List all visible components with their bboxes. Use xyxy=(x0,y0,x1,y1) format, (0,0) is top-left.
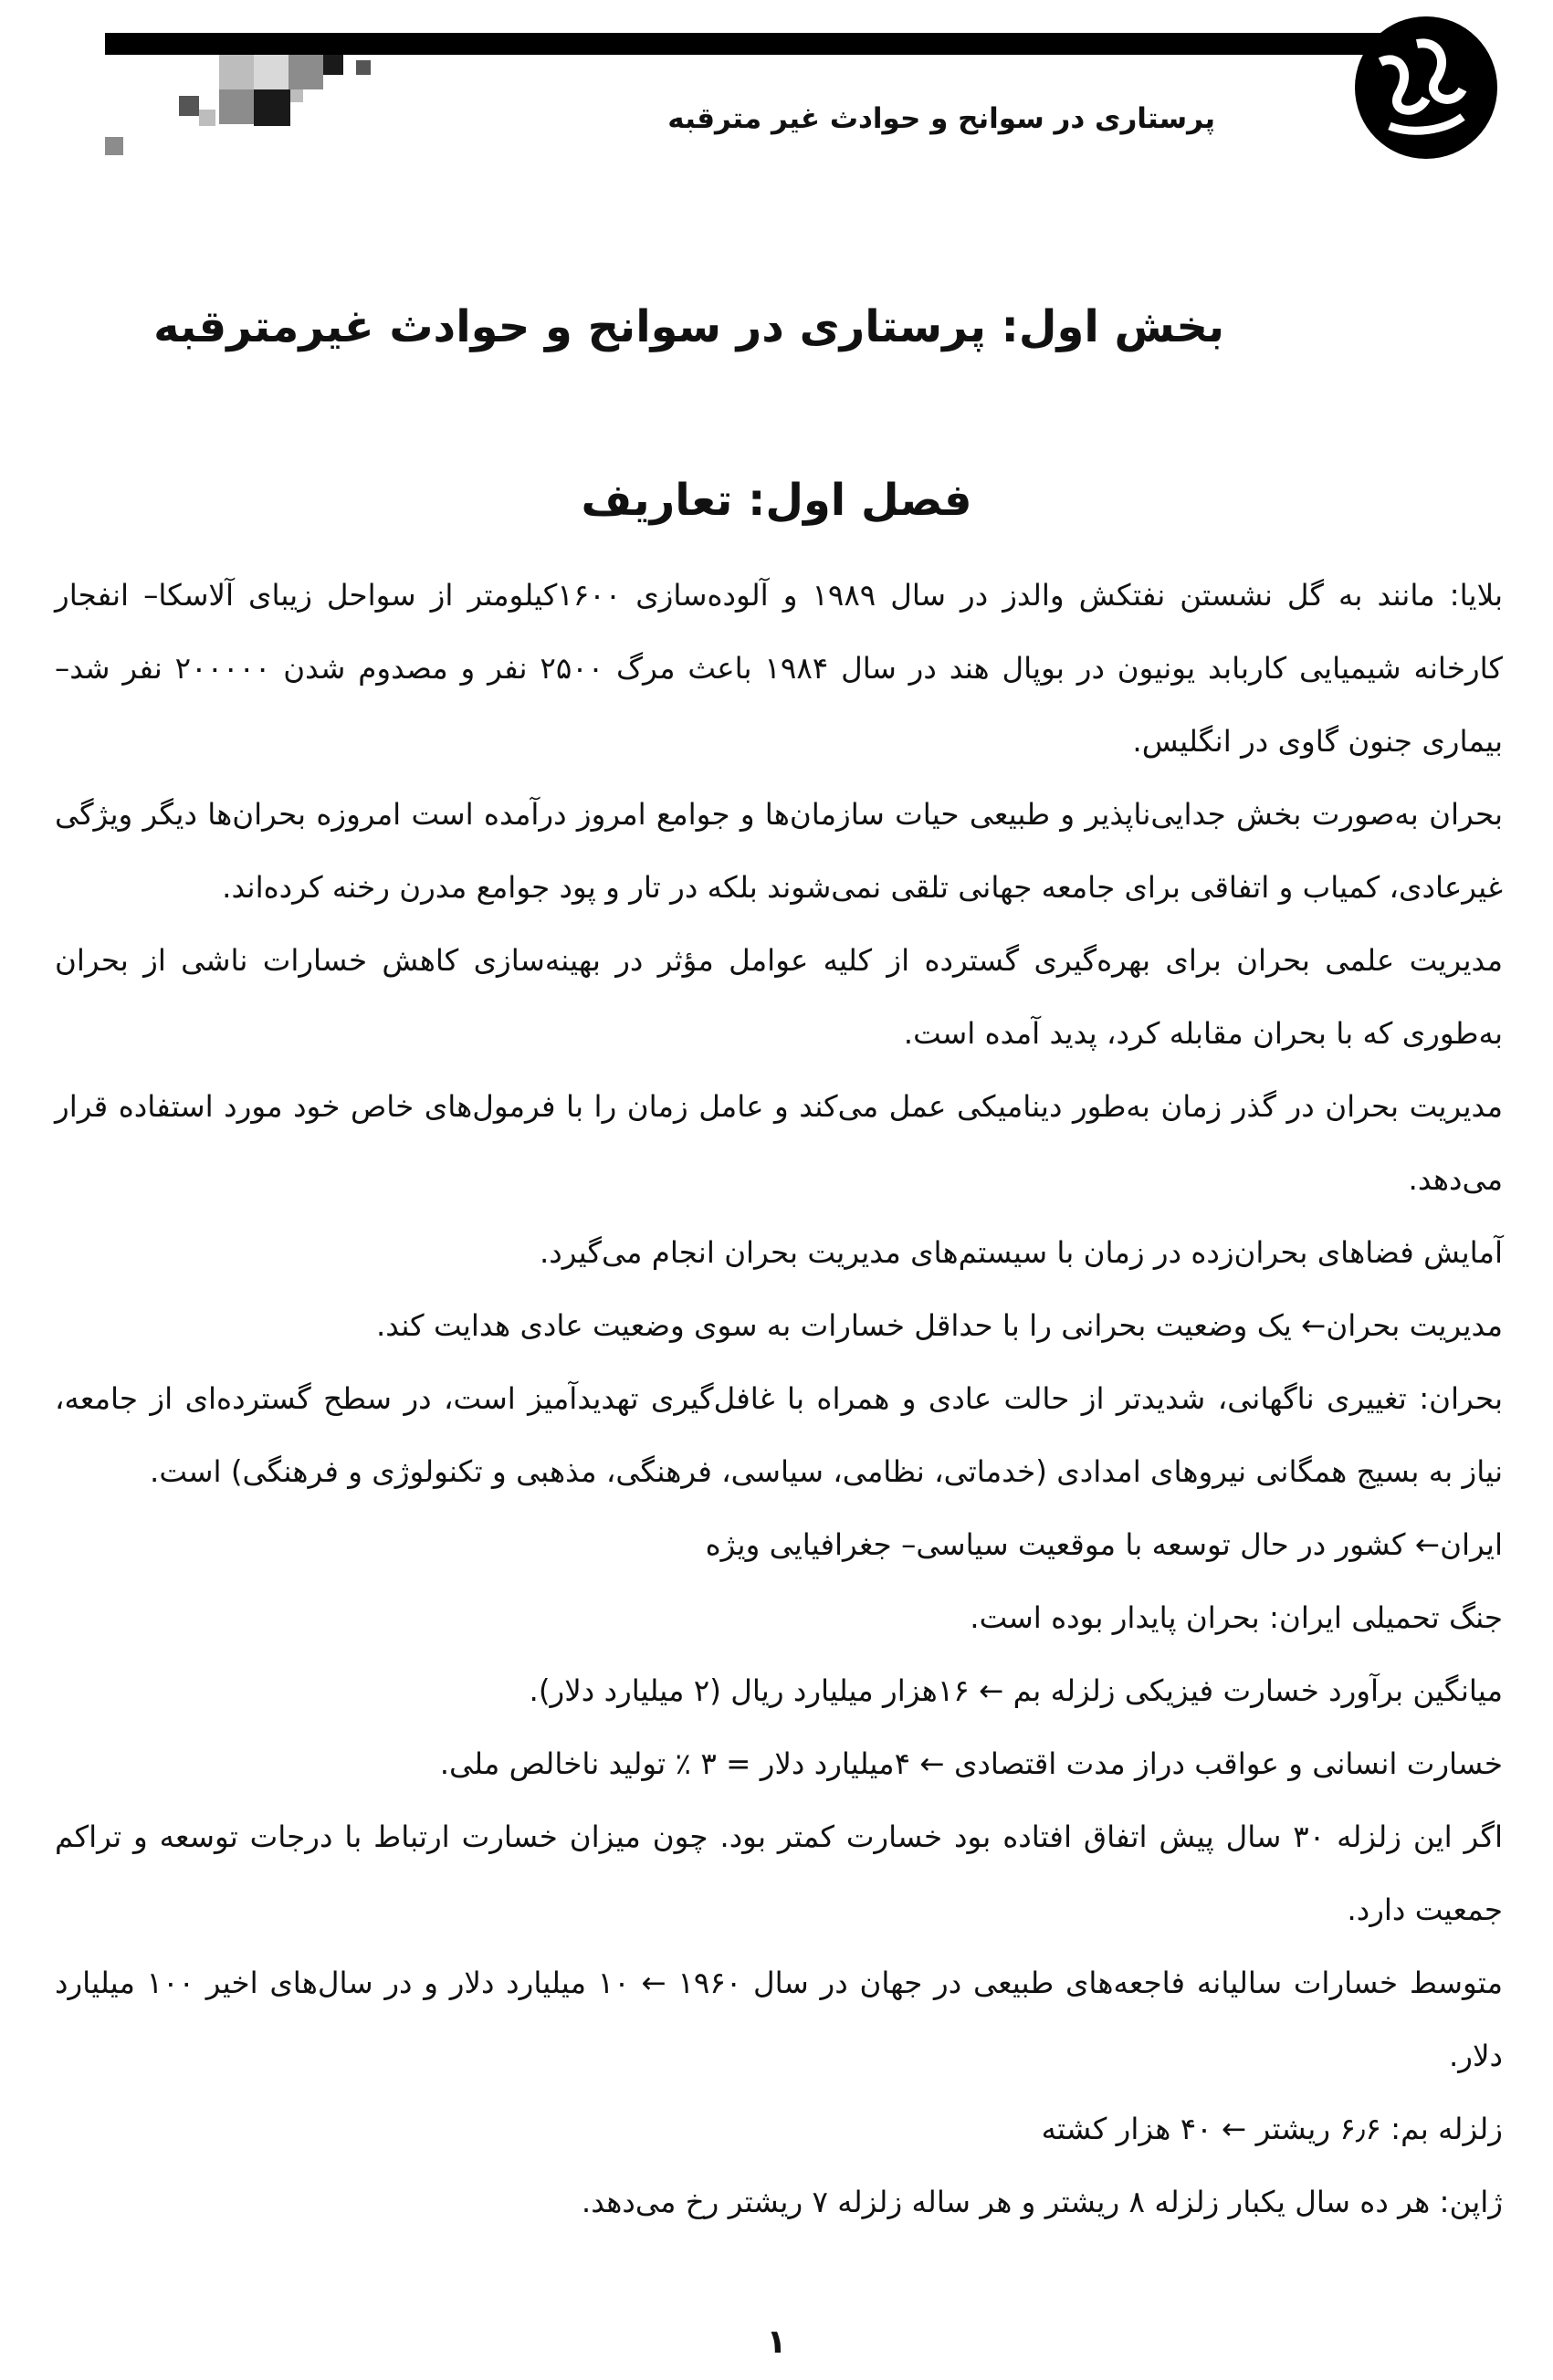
paragraph-annual-losses: متوسط خسارات سالیانه فاجعه‌های طبیعی در جهان در سال ۱۹۶۰ ← ۱۰ میلیارد دلار و در سال‌های اخیر ۱۰۰ میلیارد دلار. xyxy=(55,1966,1503,2073)
running-title: پرستاری در سوانح و حوادث غیر مترقبه xyxy=(667,102,1215,135)
paragraph-crisis-management-definition: مدیریت بحران← یک وضعیت بحرانی را با حداقل خسارات به سوی وضعیت عادی هدایت کند. xyxy=(375,1308,1503,1343)
body-text xyxy=(55,559,1503,2238)
paragraph-imposed-war: جنگ تحمیلی ایران: بحران پایدار بوده است. xyxy=(970,1600,1503,1635)
paragraph-iran: ایران← کشور در حال توسعه با موقعیت سیاسی– جغرافیایی ویژه xyxy=(705,1527,1503,1562)
spiral-logo-icon xyxy=(1326,7,1508,167)
paragraph-spatial-planning: آمایش فضاهای بحران‌زده در زمان با سیستم‌های مدیریت بحران انجام می‌گیرد. xyxy=(539,1235,1503,1270)
paragraph-dynamic-management: مدیریت بحران در گذر زمان به‌طور دینامیکی عمل می‌کند و عامل زمان را با فرمول‌های خاص خود مورد استفاده قرار می‌دهد. xyxy=(55,1089,1503,1197)
paragraph-bam-earthquake: زلزله بم: ۶٫۶ ریشتر ← ۴۰ هزار کشته xyxy=(1041,2112,1503,2146)
paragraph-scientific-management: مدیریت علمی بحران برای بهره‌گیری گسترده از کلیه عوامل مؤثر در بهینه‌سازی کاهش خسارات ناشی از بحران به‌طوری که با بحران مقابله کرد، پدید آمده است. xyxy=(55,943,1503,1051)
paragraph-crisis-definition: بحران: تغییری ناگهانی، شدیدتر از حالت عادی و همراه با غافل‌گیری تهدیدآمیز است، در سطح گسترده‌ای از جامعه، نیاز به بسیج همگانی نیروهای امدادی (خدماتی، نظامی، سیاسی، فرهنگی، مذهبی و تکنولوژی و فرهنگی) است. xyxy=(55,1381,1503,1489)
paragraph-bam-physical-damage: میانگین برآورد خسارت فیزیکی زلزله بم ← ۱۶هزار میلیارد ریال (۲ میلیارد دلار). xyxy=(529,1673,1503,1708)
paragraph-crisis-nature: بحران به‌صورت بخش جدایی‌ناپذیر و طبیعی حیات سازمان‌ها و جوامع امروز درآمده است امروزه بحران‌ها دیگر ویژگی غیرعادی، کمیاب و اتفاقی برای جامعه جهانی تلقی نمی‌شوند بلکه در تار و پود جوامع مدرن رخنه کرده‌اند. xyxy=(55,797,1503,905)
header-decoration xyxy=(0,0,1553,173)
paragraph-human-damage: خسارت انسانی و عواقب دراز مدت اقتصادی ← ۴میلیارد دلار = ۳ ٪ تولید ناخالص ملی. xyxy=(439,1746,1503,1781)
paragraph-disasters: بلایا: مانند به گل نشستن نفتکش والدز در سال ۱۹۸۹ و آلوده‌سازی ۱۶۰۰کیلومتر از سواحل زیبای آلاسکا– انفجار کارخانه شیمیایی کاربابد یونیون در بوپال هند در سال ۱۹۸۴ باعث مرگ ۲۵۰۰ نفر و مصدوم شدن ۲۰۰۰۰۰ نفر شد– بیماری جنون گاوی در انگلیس. xyxy=(55,578,1504,759)
paragraph-japan: ژاپن: هر ده سال یکبار زلزله ۸ ریشتر و هر ساله زلزله ۷ ریشتر رخ می‌دهد. xyxy=(581,2185,1503,2219)
page-header xyxy=(0,0,1553,173)
paragraph-earthquake-30-years: اگر این زلزله ۳۰ سال پیش اتفاق افتاده بود خسارت کمتر بود. چون میزان خسارت ارتباط با درجات توسعه و تراکم جمعیت دارد. xyxy=(55,1819,1503,1927)
page-number: ۱ xyxy=(766,2323,787,2361)
chapter-title: فصل اول: تعاریف xyxy=(581,475,972,526)
part-title: بخش اول: پرستاری در سوانح و حوادث غیرمترقبه xyxy=(153,301,1224,352)
